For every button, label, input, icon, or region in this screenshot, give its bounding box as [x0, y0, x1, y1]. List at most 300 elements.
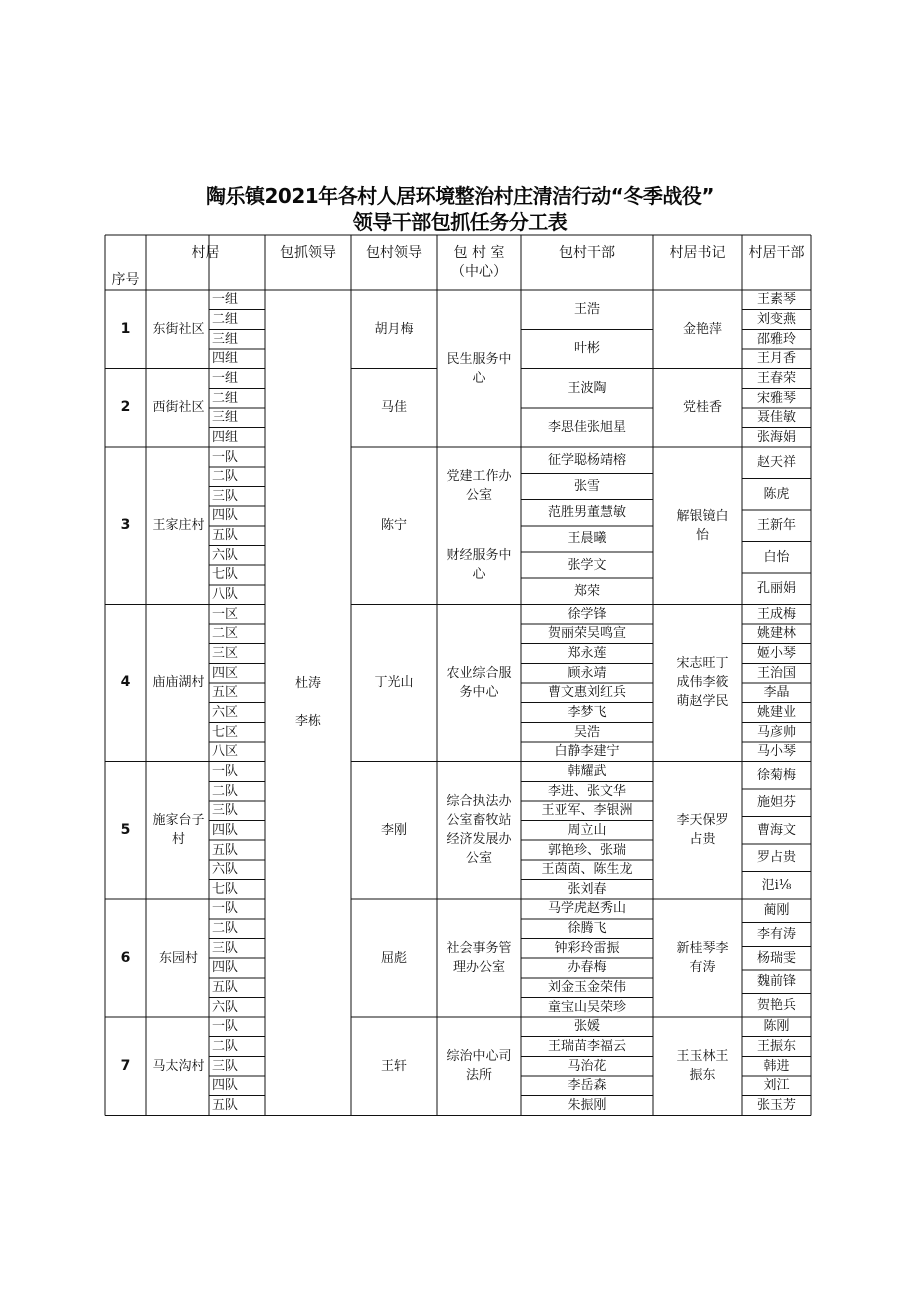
- group-5-number: [105, 762, 146, 900]
- group-2-leader: [351, 369, 437, 448]
- group-3-cadre-1-text: 张雪: [573, 478, 600, 494]
- group-5-office: [443, 762, 515, 900]
- group-2-cadre-1: [521, 408, 653, 447]
- group-1-village-cadre-1-text: 刘变燕: [756, 311, 796, 327]
- group-4-cadre-2: [521, 644, 653, 664]
- group-6-office: [443, 899, 515, 1017]
- group-6-village-text: 东园村: [158, 950, 198, 966]
- document-subtitle: 领导干部包抓任务分工表: [352, 210, 568, 234]
- group-4-village-cadre-6-text: 马彦帅: [756, 724, 796, 740]
- group-1-village-cadre-0-text: 王素琴: [756, 292, 796, 308]
- group-3-village-cadre-1-text: 陈虎: [763, 486, 790, 502]
- group-6-cadre-0: [521, 899, 653, 919]
- group-5-secretary-text: 李天保罗占贵: [676, 813, 729, 848]
- header-leader: [265, 235, 351, 272]
- group-5-sub-0: [209, 762, 265, 782]
- group-6-cadre-5: [521, 997, 653, 1017]
- group-4-cadre-5: [521, 703, 653, 723]
- group-3-sub-0: [209, 447, 265, 467]
- group-6-sub-2: [209, 938, 265, 958]
- header-secretary: [653, 235, 742, 272]
- group-2-secretary: [671, 369, 734, 448]
- group-5-cadre-3-text: 周立山: [567, 822, 607, 838]
- group-4-sub-1-text: 二区: [212, 626, 239, 642]
- group-3-sub-3-text: 四队: [212, 508, 239, 524]
- group-7-cadre-0: [521, 1017, 653, 1037]
- group-5-cadre-4: [521, 840, 653, 860]
- group-5-cadre-2-text: 王亚军、李银洲: [541, 803, 633, 819]
- group-3-village-cadre-4-text: 孔丽娟: [756, 581, 796, 597]
- group-3-sub-4: [209, 526, 265, 546]
- group-4-sub-6-text: 七区: [212, 724, 239, 740]
- group-5-sub-3-text: 四队: [212, 822, 239, 838]
- group-3-sub-7: [209, 585, 265, 605]
- group-7-number-text: 7: [120, 1057, 131, 1074]
- group-1-sub-3: [209, 349, 265, 369]
- group-4-sub-3-text: 四区: [212, 665, 239, 681]
- group-4-cadre-7-text: 白静李建宁: [554, 744, 620, 760]
- group-7-cadre-3: [521, 1076, 653, 1096]
- group-7-village-cadre-2: [742, 1056, 811, 1076]
- group-5-village-cadre-2-text: 曹海文: [756, 822, 796, 838]
- group-7-village-text: 马太沟村: [152, 1058, 205, 1074]
- header-seq: [105, 235, 146, 290]
- header-village: [146, 235, 265, 272]
- group-5-village-cadre-3: [742, 844, 811, 872]
- group-1-village-cadre-1: [742, 310, 811, 330]
- group-6-cadre-4-text: 刘金玉金荣伟: [547, 980, 626, 996]
- group-5-cadre-3: [521, 821, 653, 841]
- group-5-village-text: 施家台子村: [152, 813, 205, 848]
- group-2-number: [105, 369, 146, 448]
- group-4-secretary-text: 宋志旺丁成伟李筱萌赵学民: [676, 656, 729, 710]
- group-6-sub-1: [209, 919, 265, 939]
- group-1-cadre-0-text: 王浩: [573, 302, 600, 318]
- group-1-sub-1-text: 二组: [212, 311, 239, 327]
- group-6-secretary-text: 新桂琴李有涛: [676, 941, 729, 976]
- group-5-cadre-5-text: 王茵茵、陈生龙: [541, 862, 633, 878]
- group-5-sub-0-text: 一队: [212, 763, 239, 779]
- group-6-office-text: 社会事务管理办公室: [446, 941, 512, 976]
- group-5-village-cadre-3-text: 罗占贵: [756, 850, 796, 866]
- group-4-village-cadre-0-text: 王成梅: [756, 606, 796, 622]
- group-3-cadre-4: [521, 552, 653, 578]
- group-6-cadre-3: [521, 958, 653, 978]
- group-5-sub-5-text: 六队: [212, 862, 239, 878]
- group-6-number-text: 6: [120, 949, 131, 966]
- group-4-cadre-4-text: 曹文惠刘红兵: [547, 685, 626, 701]
- group-3-cadre-4-text: 张学文: [567, 557, 607, 573]
- group-2-number-text: 2: [120, 399, 131, 416]
- group-2-village-cadre-1: [742, 388, 811, 408]
- group-4-sub-0: [209, 604, 265, 624]
- group-7-sub-1-text: 二队: [212, 1039, 239, 1054]
- group-4-sub-5-text: 六区: [212, 704, 239, 720]
- group-6-sub-1-text: 二队: [212, 921, 239, 937]
- group-3-secretary-text: 解银镜白怡: [676, 508, 729, 543]
- group-5-office-text: 综合执法办公室畜牧站经济发展办公室: [446, 794, 512, 867]
- group-7-village: [152, 1017, 205, 1115]
- group-4-office: [443, 604, 515, 761]
- group-7-sub-0: [209, 1017, 265, 1037]
- group-1-cadre-0: [521, 290, 653, 329]
- group-7-sub-4: [209, 1096, 265, 1116]
- group-5-cadre-5: [521, 860, 653, 880]
- group-2-sub-2: [209, 408, 265, 428]
- group-4-village-cadre-0: [742, 604, 811, 624]
- group-2-village-cadre-0: [742, 369, 811, 389]
- group-3-cadre-2-text: 范胜男董慧敏: [547, 505, 626, 521]
- group-7-office-text: 综治中心司法所: [446, 1049, 512, 1084]
- group-3-sub-0-text: 一队: [212, 449, 239, 465]
- header-secretary-text: 村居书记: [669, 245, 726, 261]
- group-1-secretary: [671, 290, 734, 369]
- group-3-cadre-5-text: 郑荣: [573, 583, 600, 599]
- group-5-sub-4-text: 五队: [212, 842, 239, 858]
- group-6-sub-0: [209, 899, 265, 919]
- group-6-cadre-1: [521, 919, 653, 939]
- group-7-cadre-1: [521, 1037, 653, 1057]
- group-6-leader-text: 屈彪: [380, 950, 407, 966]
- group-2-secretary-text: 党桂香: [682, 400, 722, 416]
- group-2-village-cadre-3: [742, 428, 811, 448]
- group-4-sub-1: [209, 624, 265, 644]
- group-1-village-cadre-2-text: 邵雅玲: [756, 331, 796, 347]
- group-7-sub-3-text: 四队: [212, 1078, 239, 1094]
- header-village-leader-text: 包村领导: [366, 245, 422, 261]
- group-6-sub-2-text: 三队: [212, 940, 239, 956]
- shared-leaders: [265, 290, 351, 1115]
- group-4-office-text: 农业综合服务中心: [446, 665, 512, 700]
- shared-leaders-text: 杜涛 李栋: [294, 676, 321, 730]
- group-5-village-cadre-4: [742, 872, 811, 900]
- group-3-village-cadre-2-text: 王新年: [756, 518, 796, 534]
- group-4-sub-5: [209, 703, 265, 723]
- group-7-village-cadre-3-text: 刘江: [763, 1078, 790, 1094]
- group-2-sub-0-text: 一组: [212, 370, 239, 386]
- group-2-leader-text: 马佳: [380, 400, 407, 416]
- group-4-sub-2-text: 三区: [212, 646, 239, 661]
- group-3-office-b-text: 财经服务中心: [446, 548, 512, 583]
- group-4-number: [105, 604, 146, 761]
- group-3-sub-5: [209, 545, 265, 565]
- group-3-village-cadre-2: [742, 510, 811, 541]
- group-3-cadre-1: [521, 473, 653, 499]
- group-4-leader: [351, 604, 437, 761]
- group-4-sub-3: [209, 663, 265, 683]
- header-leader-text: 包抓领导: [280, 245, 336, 261]
- group-3-village-cadre-3: [742, 542, 811, 573]
- group-4-sub-4-text: 五区: [212, 685, 239, 701]
- group-7-cadre-2: [521, 1056, 653, 1076]
- group-7-village-cadre-0: [742, 1017, 811, 1037]
- group-4-leader-text: 丁光山: [374, 675, 414, 691]
- group-7-village-cadre-1-text: 王振东: [756, 1039, 796, 1054]
- group-3-sub-2: [209, 487, 265, 507]
- group-5-sub-1-text: 二队: [212, 783, 239, 799]
- group-4-cadre-1-text: 贺丽荣吴鸣宣: [547, 626, 626, 642]
- group-1-village-cadre-2: [742, 329, 811, 349]
- group-5-leader-text: 李刚: [380, 822, 407, 838]
- group-5-village-cadre-4-text: 氾i⅛: [761, 877, 792, 893]
- group-5-sub-4: [209, 840, 265, 860]
- group-3-secretary: [671, 447, 734, 604]
- header-village-leader: [351, 235, 437, 272]
- group-6-village-cadre-4: [742, 993, 811, 1017]
- group-3-cadre-3-text: 王晨曦: [567, 531, 607, 547]
- group-6-sub-3-text: 四队: [212, 960, 239, 976]
- group-5-sub-3: [209, 821, 265, 841]
- group-6-cadre-0-text: 马学虎赵秀山: [547, 901, 626, 917]
- shared-office-1-2: [443, 290, 515, 447]
- group-3-village-cadre-4: [742, 573, 811, 604]
- group-4-village-cadre-7-text: 马小琴: [756, 744, 796, 760]
- group-7-office: [443, 1017, 515, 1115]
- group-6-leader: [351, 899, 437, 1017]
- group-4-sub-7: [209, 742, 265, 762]
- group-7-secretary: [671, 1017, 734, 1115]
- group-7-village-cadre-4-text: 张玉芳: [756, 1097, 796, 1113]
- group-2-sub-3: [209, 428, 265, 448]
- group-2-village-cadre-2-text: 聂佳敏: [756, 410, 796, 426]
- group-7-village-cadre-2-text: 韩进: [763, 1058, 790, 1074]
- group-1-leader: [351, 290, 437, 369]
- group-6-sub-4-text: 五队: [212, 980, 239, 996]
- group-4-village-cadre-4-text: 李晶: [763, 685, 790, 701]
- header-seq-text: 序号: [111, 272, 140, 288]
- group-4-village-cadre-7: [742, 742, 811, 762]
- group-3-leader-text: 陈宁: [380, 518, 407, 534]
- group-3-sub-1-text: 二队: [212, 469, 239, 485]
- group-4-village-cadre-3-text: 王治国: [756, 665, 796, 681]
- group-4-village-text: 庙庙湖村: [152, 675, 205, 691]
- group-5-secretary: [671, 762, 734, 900]
- group-4-sub-4: [209, 683, 265, 703]
- group-3-office-a-text: 党建工作办公室: [446, 469, 512, 504]
- group-3-sub-6-text: 七队: [212, 567, 239, 583]
- group-4-sub-6: [209, 722, 265, 742]
- group-1-sub-3-text: 四组: [212, 351, 239, 367]
- group-5-cadre-0: [521, 762, 653, 782]
- group-1-number-text: 1: [120, 320, 131, 337]
- group-4-sub-2: [209, 644, 265, 664]
- group-1-sub-1: [209, 310, 265, 330]
- group-3-village-cadre-0: [742, 447, 811, 478]
- group-5-cadre-1-text: 李进、张文华: [547, 783, 626, 799]
- group-2-sub-0: [209, 369, 265, 389]
- group-2-village-cadre-1-text: 宋雅琴: [756, 390, 796, 406]
- group-7-village-cadre-0-text: 陈刚: [763, 1019, 790, 1035]
- group-3-cadre-0: [521, 447, 653, 473]
- group-6-cadre-2: [521, 938, 653, 958]
- group-3-village: [152, 447, 205, 604]
- group-7-secretary-text: 王玉林王振东: [676, 1049, 729, 1084]
- group-6-village-cadre-2-text: 杨瑞雯: [756, 950, 796, 966]
- group-4-cadre-0-text: 徐学锋: [567, 606, 607, 622]
- group-5-cadre-1: [521, 781, 653, 801]
- header-village-cadres: [742, 235, 811, 272]
- group-3-number-text: 3: [120, 517, 131, 534]
- group-4-village-cadre-5: [742, 703, 811, 723]
- group-5-village-cadre-2: [742, 817, 811, 845]
- group-7-sub-2: [209, 1056, 265, 1076]
- group-3-village-cadre-0-text: 赵天祥: [756, 455, 796, 471]
- group-3-cadre-0-text: 征学聪杨靖榕: [547, 452, 626, 468]
- group-3-sub-7-text: 八队: [212, 587, 239, 603]
- group-4-number-text: 4: [120, 674, 131, 691]
- group-3-office-a: [443, 447, 515, 526]
- group-7-sub-2-text: 三队: [212, 1058, 239, 1074]
- group-5-village-cadre-1-text: 施妲芬: [756, 795, 796, 811]
- group-6-village-cadre-4-text: 贺艳兵: [756, 997, 796, 1013]
- group-5-village-cadre-0-text: 徐菊梅: [756, 767, 796, 783]
- group-1-village-cadre-3: [742, 349, 811, 369]
- group-3-village-cadre-3-text: 白怡: [763, 549, 790, 565]
- group-1-village-cadre-0: [742, 290, 811, 310]
- header-cadres-text: 包村干部: [559, 245, 615, 261]
- group-1-village: [152, 290, 205, 369]
- group-7-sub-0-text: 一队: [212, 1019, 239, 1035]
- group-5-sub-2-text: 三队: [212, 803, 239, 819]
- group-5-cadre-0-text: 韩耀武: [567, 763, 607, 779]
- group-1-sub-2-text: 三组: [212, 331, 239, 347]
- group-5-sub-6-text: 七队: [212, 881, 239, 897]
- group-5-sub-5: [209, 860, 265, 880]
- group-6-village-cadre-1: [742, 923, 811, 947]
- group-4-secretary: [671, 604, 734, 761]
- group-4-village-cadre-2: [742, 644, 811, 664]
- shared-office-1-2-text: 民生服务中心: [446, 351, 512, 386]
- group-3-village-text: 王家庄村: [152, 518, 205, 534]
- group-3-leader: [351, 447, 437, 604]
- group-4-cadre-2-text: 郑永莲: [567, 646, 607, 661]
- group-2-sub-1: [209, 388, 265, 408]
- group-7-village-cadre-4: [742, 1096, 811, 1116]
- group-4-cadre-7: [521, 742, 653, 762]
- group-2-village-cadre-3-text: 张海娟: [756, 429, 796, 445]
- group-6-cadre-1-text: 徐腾飞: [567, 921, 607, 937]
- header-cadres: [521, 235, 653, 272]
- group-4-village-cadre-4: [742, 683, 811, 703]
- group-6-sub-0-text: 一队: [212, 901, 239, 917]
- group-6-village-cadre-3-text: 魏前锋: [756, 974, 796, 990]
- group-1-village-text: 东街社区: [152, 321, 205, 337]
- group-4-cadre-1: [521, 624, 653, 644]
- group-7-sub-3: [209, 1076, 265, 1096]
- group-4-sub-0-text: 一区: [212, 606, 239, 622]
- group-2-sub-3-text: 四组: [212, 429, 239, 445]
- group-3-office-b: [443, 526, 515, 605]
- group-6-sub-5-text: 六队: [212, 999, 239, 1015]
- group-2-cadre-1-text: 李思佳张旭星: [547, 420, 626, 436]
- group-7-cadre-1-text: 王瑞苗李福云: [547, 1039, 626, 1054]
- group-2-sub-1-text: 二组: [212, 390, 239, 406]
- group-5-cadre-6: [521, 880, 653, 900]
- group-3-sub-4-text: 五队: [212, 528, 239, 544]
- group-2-village-cadre-0-text: 王春荣: [756, 370, 796, 386]
- group-7-cadre-0-text: 张媛: [573, 1019, 600, 1035]
- group-6-village-cadre-0-text: 蔺刚: [763, 903, 790, 919]
- group-3-cadre-3: [521, 526, 653, 552]
- group-6-village-cadre-3: [742, 970, 811, 994]
- group-1-village-cadre-3-text: 王月香: [756, 351, 796, 367]
- group-4-village-cadre-1: [742, 624, 811, 644]
- group-7-sub-4-text: 五队: [212, 1097, 239, 1113]
- header-office-text: 包 村 室 （中心）: [451, 244, 507, 280]
- group-1-secretary-text: 金艳萍: [682, 321, 722, 337]
- group-6-secretary: [671, 899, 734, 1017]
- group-7-cadre-4-text: 朱振刚: [567, 1097, 607, 1113]
- group-6-village-cadre-1-text: 李有涛: [756, 927, 796, 942]
- group-5-cadre-4-text: 郭艳珍、张瑞: [547, 842, 626, 858]
- group-5-village-cadre-1: [742, 789, 811, 817]
- group-3-sub-2-text: 三队: [212, 488, 239, 504]
- group-6-village-cadre-0: [742, 899, 811, 923]
- group-4-cadre-3: [521, 663, 653, 683]
- group-5-leader: [351, 762, 437, 900]
- group-5-sub-6: [209, 880, 265, 900]
- group-6-number: [105, 899, 146, 1017]
- group-2-sub-2-text: 三组: [212, 410, 239, 426]
- group-7-cadre-2-text: 马治花: [567, 1058, 607, 1074]
- group-6-cadre-3-text: 办春梅: [567, 960, 607, 976]
- group-1-number: [105, 290, 146, 369]
- header-office: [437, 235, 521, 290]
- group-3-village-cadre-1: [742, 479, 811, 510]
- group-5-village-cadre-0: [742, 762, 811, 790]
- group-6-cadre-5-text: 童宝山吴荣珍: [547, 999, 626, 1015]
- group-4-cadre-5-text: 李梦飞: [567, 704, 607, 720]
- group-2-cadre-0-text: 王波陶: [567, 380, 607, 396]
- group-4-cadre-6: [521, 722, 653, 742]
- group-5-cadre-6-text: 张刘春: [567, 881, 607, 897]
- group-1-sub-0-text: 一组: [212, 292, 239, 308]
- group-4-village-cadre-5-text: 姚建业: [756, 704, 796, 720]
- group-2-cadre-0: [521, 369, 653, 408]
- group-3-cadre-5: [521, 578, 653, 604]
- group-5-number-text: 5: [120, 821, 131, 838]
- group-4-sub-7-text: 八区: [212, 744, 239, 760]
- group-7-number: [105, 1017, 146, 1115]
- group-4-cadre-0: [521, 604, 653, 624]
- group-1-sub-2: [209, 329, 265, 349]
- group-1-cadre-1: [521, 329, 653, 368]
- group-4-village: [152, 604, 205, 761]
- group-3-number: [105, 447, 146, 604]
- group-5-cadre-2: [521, 801, 653, 821]
- group-4-village-cadre-1-text: 姚建林: [756, 626, 796, 642]
- group-5-sub-2: [209, 801, 265, 821]
- group-7-cadre-3-text: 李岳森: [567, 1078, 607, 1094]
- group-7-leader-text: 王轩: [380, 1058, 407, 1074]
- group-6-sub-3: [209, 958, 265, 978]
- group-1-sub-0: [209, 290, 265, 310]
- group-6-cadre-4: [521, 978, 653, 998]
- group-7-cadre-4: [521, 1096, 653, 1116]
- group-5-sub-1: [209, 781, 265, 801]
- group-6-village-cadre-2: [742, 946, 811, 970]
- group-2-village-cadre-2: [742, 408, 811, 428]
- group-7-village-cadre-3: [742, 1076, 811, 1096]
- group-3-sub-5-text: 六队: [212, 547, 239, 563]
- group-4-village-cadre-6: [742, 722, 811, 742]
- group-6-sub-5: [209, 997, 265, 1017]
- group-6-village: [152, 899, 205, 1017]
- group-4-village-cadre-2-text: 姬小琴: [756, 646, 796, 661]
- group-3-sub-1: [209, 467, 265, 487]
- header-village-cadres-text: 村居干部: [748, 245, 805, 261]
- group-4-cadre-3-text: 顾永靖: [567, 665, 607, 681]
